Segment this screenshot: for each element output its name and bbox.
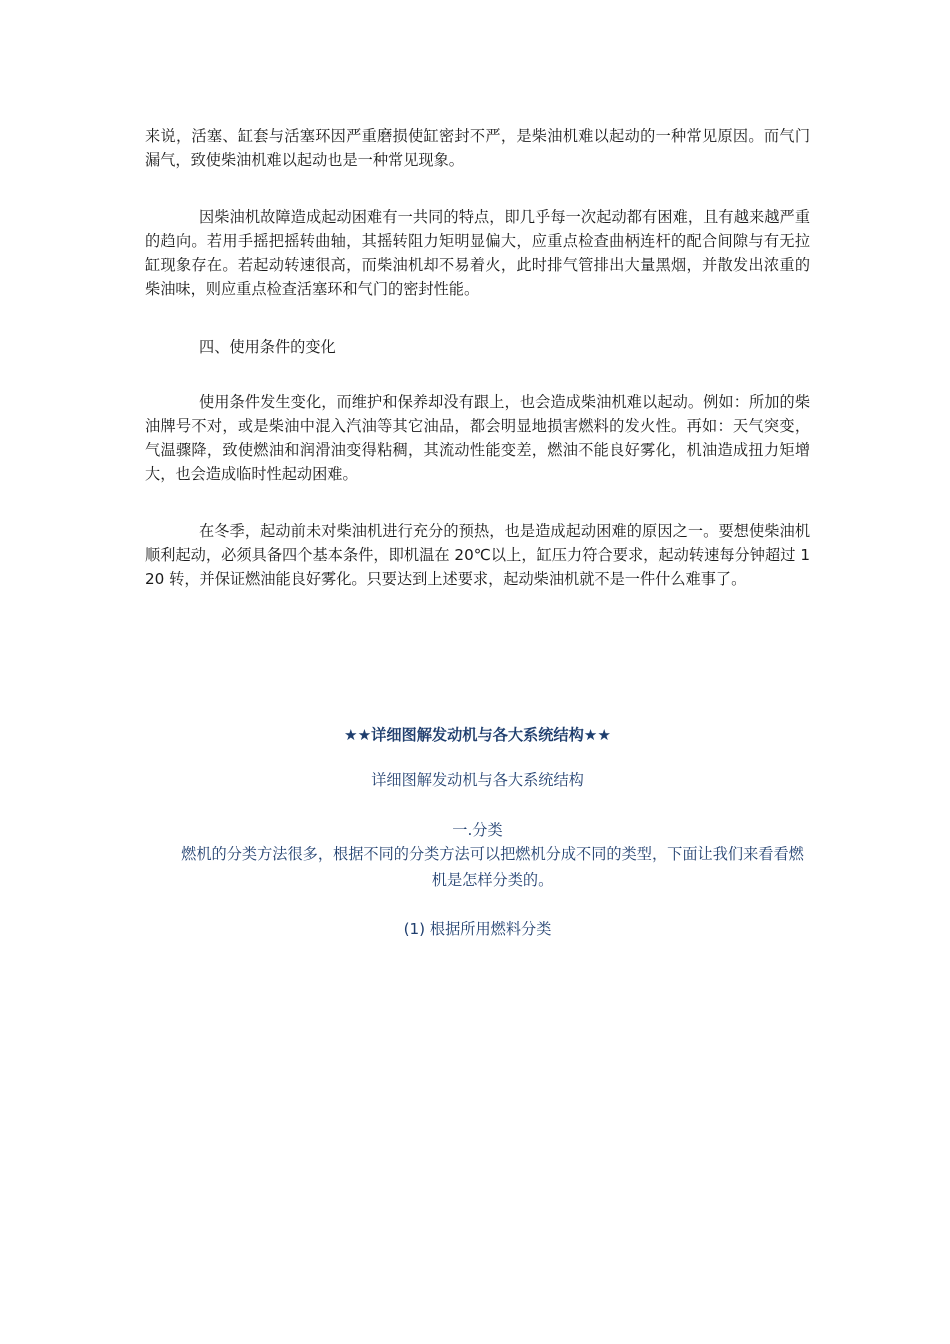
paragraph-usage-conditions: 使用条件发生变化，而维护和保养却没有跟上，也会造成柴油机难以起动。例如：所加的柴油牌号不对，或是柴油中混入汽油等其它油品，都会明显地损害燃料的发火性。再如：天气突变，气温骤降，致使燃油和润滑油变得粘稠，其流动性能变差，燃油不能良好雾化，机油造成扭力矩增大，也会造成临时性起动困难。 — [145, 393, 810, 483]
paragraph-winter-start: 在冬季，起动前未对柴油机进行充分的预热，也是造成起动困难的原因之一。要想使柴油机顺利起动，必须具备四个基本条件，即机温在 20℃以上，缸压力符合要求，起动转速每分钟超过 120 转，并保证燃油能良好雾化。只要达到上述要求，起动柴油机就不是一件什么难事了。 — [145, 522, 810, 588]
classification-intro: 燃机的分类方法很多，根据不同的分类方法可以把燃机分成不同的类型，下面让我们来看看燃机是怎样分类的。 — [181, 845, 804, 889]
classification-heading: 一.分类 — [452, 821, 503, 839]
article-banner-title: ★★详细图解发动机与各大系统结构★★ — [343, 726, 612, 744]
article-subtitle: 详细图解发动机与各大系统结构 — [371, 771, 584, 789]
section-4-heading: 四、使用条件的变化 — [199, 338, 336, 356]
paragraph-fault-features: 因柴油机故障造成起动困难有一共同的特点，即几乎每一次起动都有困难，且有越来越严重的趋向。若用手摇把摇转曲轴，其摇转阻力矩明显偏大，应重点检查曲柄连杆的配合间隙与有无拉缸现象存在。若起动转速很高，而柴油机却不易着火，此时排气管排出大量黑烟，并散发出浓重的柴油味，则应重点检查活塞环和气门的密封性能。 — [145, 208, 810, 298]
fuel-classification-heading: (1) 根据所用燃料分类 — [403, 920, 552, 938]
paragraph-cylinder-seal: 来说，活塞、缸套与活塞环因严重磨损使缸密封不严，是柴油机难以起动的一种常见原因。而气门漏气，致使柴油机难以起动也是一种常见现象。 — [145, 127, 810, 169]
